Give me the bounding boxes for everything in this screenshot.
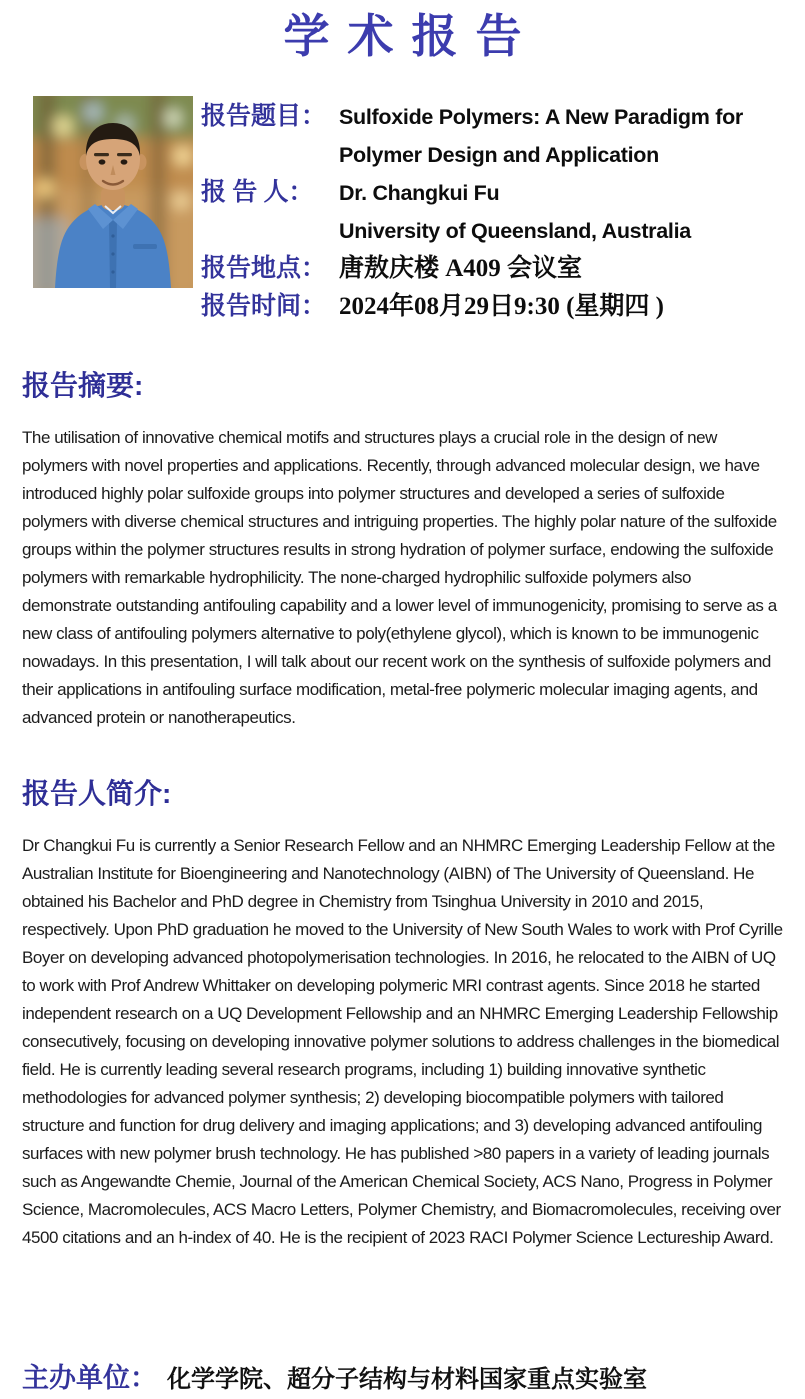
abstract-heading: 报告摘要: [22,370,144,401]
info-row-venue [201,250,743,288]
lecture-title-line1: Sulfoxide Polymers: A New Paradigm for [339,105,743,129]
abstract-text: The utilisation of innovative chemical motifs and structures plays a crucial role in the design of new polymers with novel properties and applications. Recently, through advanced molecular design, we have introduced highly polar sulfoxide groups into polymer structures and developed a series of sulfoxide polymers with diverse chemical structures and intriguing properties. The highly polar nature of the sulfoxide groups within the polymer structures results in strong hydration of polymer surface, endowing the sulfoxide polymers with remarkable hydrophilicity. The none-charged hydrophilic sulfoxide polymers also demonstrate outstanding antifouling capability and a lower level of immunogenicity, promising to serve as a new class of antifouling polymers alternative to poly(ethylene glycol), which is known to be immunogenic nowadays. In this presentation, I will talk about our recent work on the synthesis of sulfoxide polymers and their applications in antifouling surface modification, metal-free polymeric molecular imaging agents, and advanced protein or nanotherapeutics. [22,428,777,727]
organizer-label: 主办单位： [22,1363,157,1393]
title-label: 报告题目： [201,103,327,130]
info-row-speaker [201,174,743,250]
organizer-value: 化学学院、超分子结构与材料国家重点实验室 [167,1366,647,1393]
lecture-title-line2: Polymer Design and Application [339,143,659,167]
speaker-label: 报 告 人： [201,179,314,206]
bio-heading: 报告人简介: [22,778,172,809]
info-row-time [201,288,743,326]
bio-text: Dr Changkui Fu is currently a Senior Research Fellow and an NHMRC Emerging Leadership Fellow at the Australian Institute for Bioengineering and Nanotechnology (AIBN) of The University of Queensland. He obtained his Bachelor and PhD degree in Chemistry from Tsinghua University in 2010 and 2015, respectively. Upon PhD graduation he moved to the University of New South Wales to work with Prof Cyrille Boyer on developing advanced photopolymerisation technologies. In 2016, he relocated to the AIBN of UQ to work with Prof Andrew Whittaker on developing polymeric MRI contrast agents. Since 2018 he started independent research on a UQ Development Fellowship and an NHMRC Emerging Leadership Fellowship consecutively, focusing on developing innovative polymer solutions to address challenges in the biomedical field. He is currently leading several research programs, including 1) building innovative synthetic methodologies for advanced polymer synthesis; 2) developing biocompatible polymers with tailored structure and function for drug delivery and imaging applications; and 3) developing advanced antifouling surfaces with new polymer brush technology. He has published >80 papers in a variety of leading journals such as Angewandte Chemie, Journal of the American Chemical Society, ACS Nano, Progress in Polymer Science, Macromolecules, ACS Macro Letters, Polymer Chemistry, and Biomacromolecules, receiving over 4500 citations and an h-index of 40. He is the recipient of 2023 RACI Polymer Science Lectureship Award. [22,836,783,1247]
speaker-photo [33,96,193,288]
time-label: 报告时间： [201,293,327,320]
time-value: 2024年08月29日9:30 (星期四 ) [339,293,664,320]
lecture-info [201,96,743,326]
speaker-name: Dr. Changkui Fu [339,181,500,205]
header-block [33,96,805,326]
venue-value: 唐敖庆楼 A409 会议室 [339,255,583,282]
organizer-line [22,1356,647,1395]
poster-title: 学术报告 [283,9,540,63]
info-row-title [201,98,743,174]
speaker-portrait-illustration [33,96,193,288]
venue-label: 报告地点： [201,255,327,282]
speaker-affiliation: University of Queensland, Australia [339,219,691,243]
